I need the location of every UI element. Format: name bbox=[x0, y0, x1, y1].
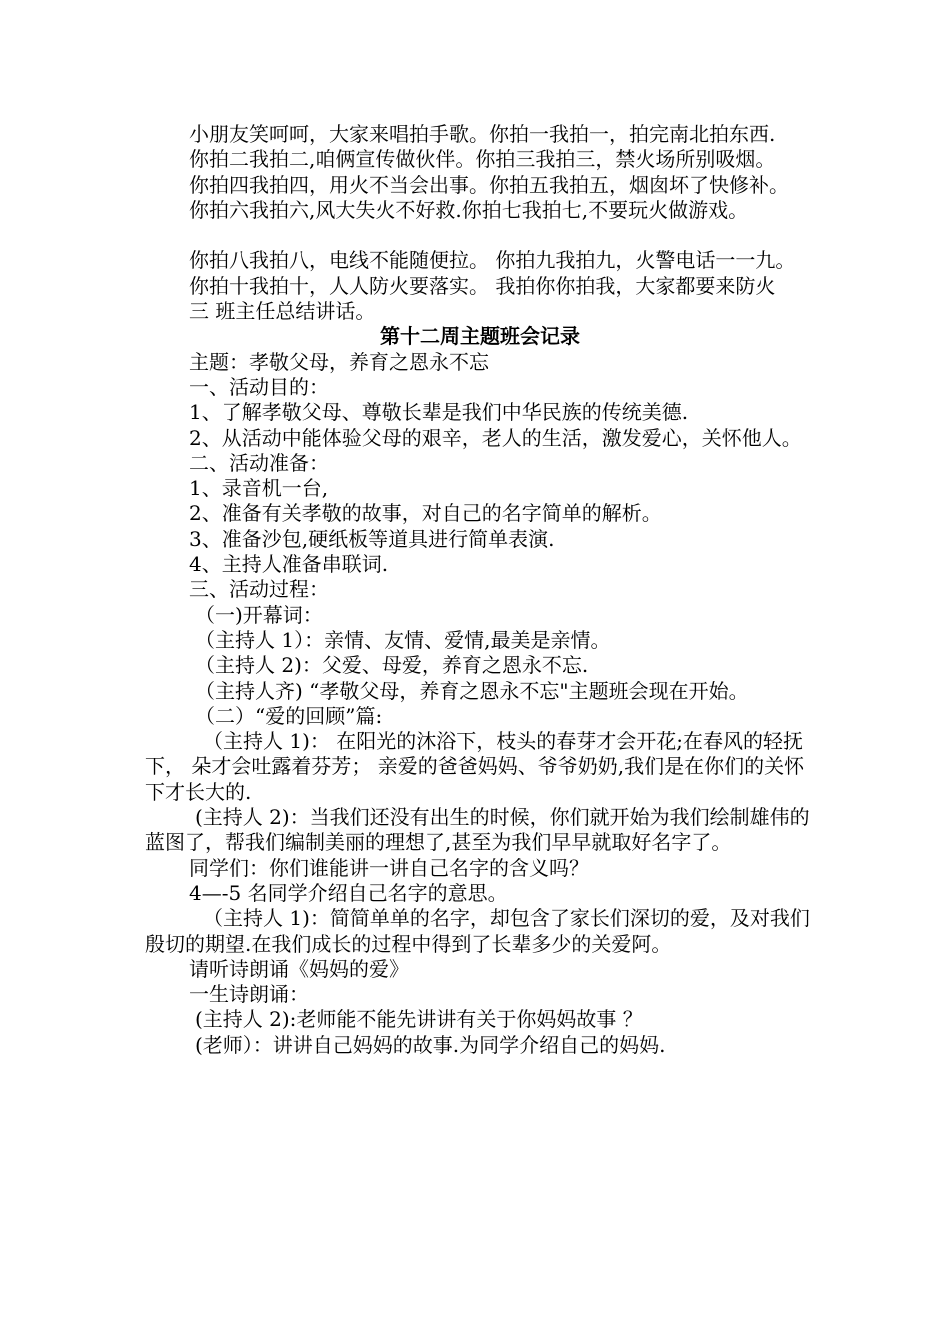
classmates-question: 同学们：你们谁能讲一讲自己名字的含义吗？ bbox=[189, 855, 589, 880]
song-line-2: 你拍二我拍二,咱俩宣传做伙伴。你拍三我拍三，禁火场所别吸烟。 bbox=[189, 147, 776, 172]
poem-intro: 请听诗朗诵《妈妈的爱》 bbox=[189, 956, 409, 981]
host1-paragraph: （主持人 1)： 在阳光的沐浴下，枝头的春芽才会开花;在春风的轻抚下， 朵才会吐露着芬芳； 亲爱的爸爸妈妈、爷爷奶奶,我们是在你们的关怀下才长大的. bbox=[145, 729, 805, 804]
prep-item-3: 3、准备沙包,硬纸板等道具进行简单表演. bbox=[189, 526, 555, 551]
section-title: 第十二周主题班会记录 bbox=[380, 324, 580, 349]
document-body bbox=[145, 122, 815, 1058]
host2-line: （主持人 2)：父爱、母爱，养育之恩永不忘. bbox=[195, 653, 589, 678]
purpose-heading: 一、活动目的： bbox=[189, 374, 329, 399]
review-heading: （二）“爱的回顾”篇: bbox=[195, 703, 383, 728]
blank-line bbox=[145, 223, 815, 248]
host1-names-paragraph: （主持人 1)：简简单单的名字，却包含了家长们深切的爱，及对我们殷切的期望.在我们成长的过程中得到了长辈多少的关爱阿。 bbox=[145, 906, 810, 956]
song-line-3: 你拍四我拍四，用火不当会出事。你拍五我拍五，烟囱坏了快修补。 bbox=[189, 172, 789, 197]
poem-recital: 一生诗朗诵： bbox=[189, 982, 309, 1007]
host2-question: (主持人 2):老师能不能先讲讲有关于你妈妈故事 ？ bbox=[195, 1007, 643, 1032]
students-intro: 4—-5 名同学介绍自己名字的意思。 bbox=[189, 880, 508, 905]
song-line-6: 你拍十我拍十，人人防火要落实。 我拍你你拍我，大家都要来防火 bbox=[189, 273, 776, 298]
prep-item-4: 4、主持人准备串联词. bbox=[189, 552, 389, 577]
prep-heading: 二、活动准备： bbox=[189, 450, 329, 475]
song-line-4: 你拍六我拍六,风大失火不好救.你拍七我拍七,不要玩火做游戏。 bbox=[189, 197, 749, 222]
purpose-item-2: 2、从活动中能体验父母的艰辛，老人的生活，激发爱心，关怀他人。 bbox=[189, 425, 802, 450]
opening-heading: （一)开幕词： bbox=[195, 602, 323, 627]
teacher-line: (老师）：讲讲自己妈妈的故事.为同学介绍自己的妈妈. bbox=[195, 1032, 666, 1057]
theme-line: 主题：孝敬父母，养育之恩永不忘 bbox=[189, 349, 489, 374]
purpose-item-1: 1、了解孝敬父母、尊敬长辈是我们中华民族的传统美德. bbox=[189, 400, 689, 425]
process-heading: 三、活动过程： bbox=[189, 577, 329, 602]
prep-item-1: 1、录音机一台, bbox=[189, 476, 329, 501]
host1-line: （主持人 1）：亲情、友情、爱情,最美是亲情。 bbox=[195, 627, 611, 652]
prep-item-2: 2、准备有关孝敬的故事，对自己的名字简单的解析。 bbox=[189, 501, 662, 526]
summary-speech: 三 班主任总结讲话。 bbox=[189, 299, 376, 324]
hosts-together-line: （主持人齐) “孝敬父母，养育之恩永不忘"主题班会现在开始。 bbox=[195, 678, 749, 703]
song-line-5: 你拍八我拍八，电线不能随便拉。 你拍九我拍九，火警电话一一九。 bbox=[189, 248, 796, 273]
song-line-1: 小朋友笑呵呵，大家来唱拍手歌。你拍一我拍一，拍完南北拍东西. bbox=[189, 122, 776, 146]
host2-paragraph: (主持人 2)：当我们还没有出生的时候，你们就开始为我们绘制雄伟的蓝图了，帮我们编制美丽的理想了,甚至为我们早早就取好名字了。 bbox=[145, 805, 810, 855]
